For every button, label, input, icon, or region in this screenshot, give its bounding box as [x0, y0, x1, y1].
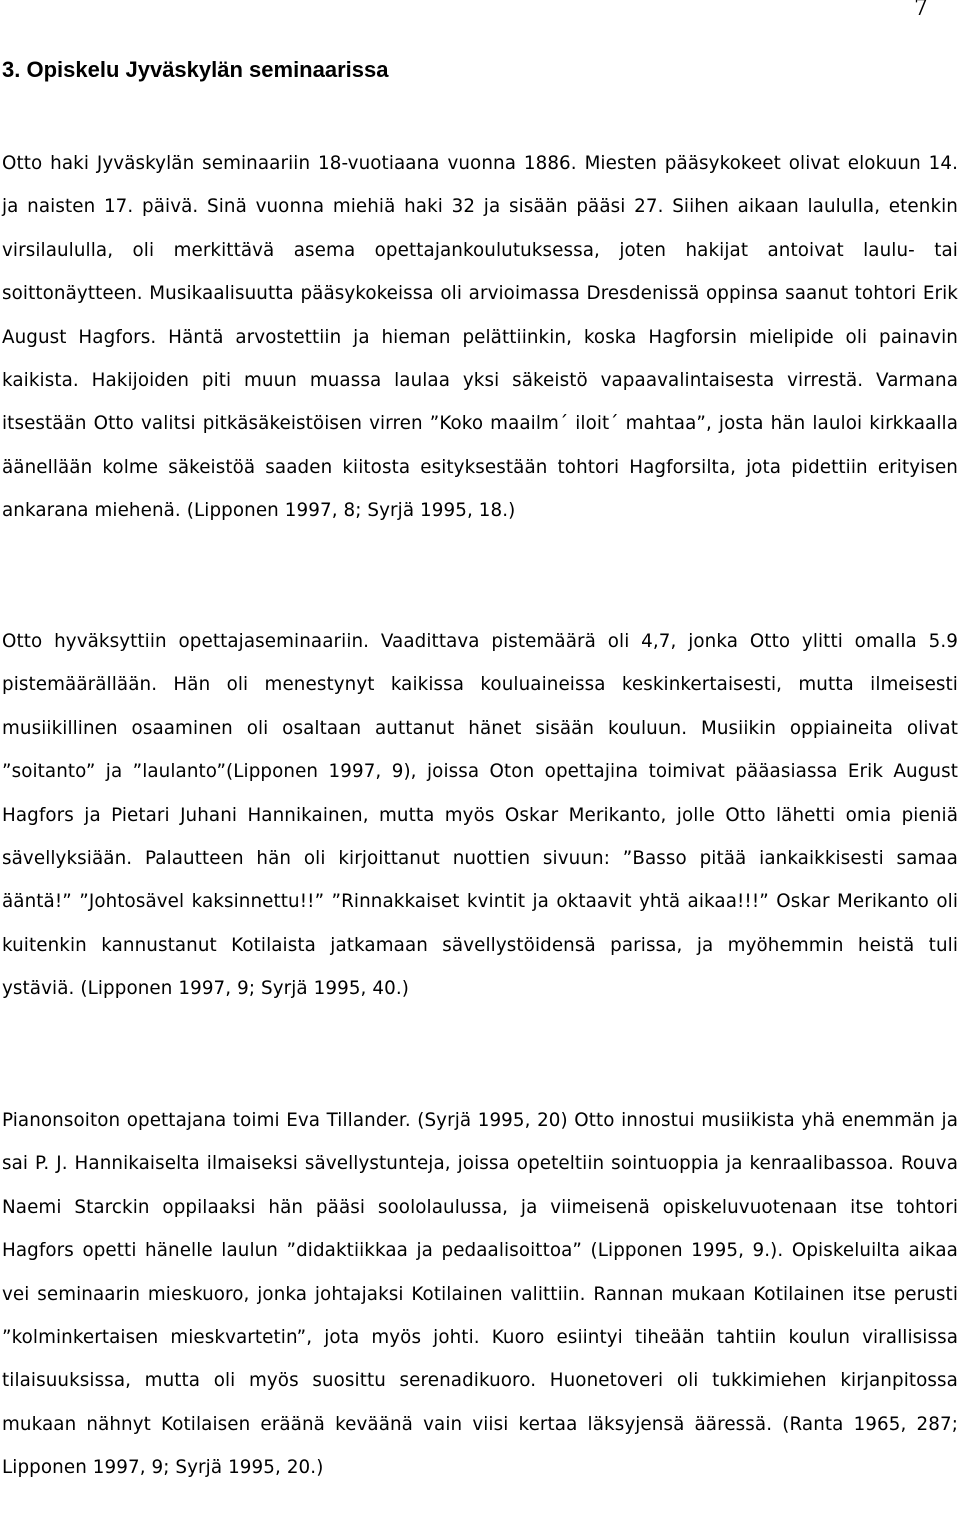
page-number: 7: [914, 0, 928, 21]
section-heading: 3. Opiskelu Jyväskylän seminaarissa: [2, 57, 389, 82]
paragraph: Otto hyväksyttiin opettajaseminaariin. Vaadittava pistemäärä oli 4,7, jonka Otto ylitti omalla 5.9 pistemäärällään. Hän oli menestynyt kaikissa kouluaineissa keskinkertaisesti, mutta ilmeisesti musiikillinen osaaminen oli osaltaan auttanut hänet sisään kouluun. Musiikin oppiaineita olivat ”soitanto” ja ”laulanto”(Lipponen 1997, 9), joissa Oton opettajina toimivat pääasiassa Erik August Hagfors ja Pietari Juhani Hannikainen, mutta myös Oskar Merikanto, jolle Otto lähetti omia pieniä sävellyksiään. Palautteen hän oli kirjoittanut nuottien sivuun: ”Basso pitää iankaikkisesti samaa ääntä!” ”Johtosävel kaksinnettu!!” ”Rinnakkaiset kvintit ja oktaavit yhtä aikaa!!!” Oskar Merikanto oli kuitenkin kannustanut Kotilaista jatkamaan sävellystöidensä parissa, ja myöhemmin heistä tuli ystäviä. (Lipponen 1997, 9; Syrjä 1995, 40.): [2, 631, 958, 1000]
paragraph: Otto haki Jyväskylän seminaariin 18-vuotiaana vuonna 1886. Miesten pääsykokeet olivat elokuun 14. ja naisten 17. päivä. Sinä vuonna miehiä haki 32 ja sisään pääsi 27. Siihen aikaan laululla, etenkin virsilaululla, oli merkittävä asema opettajankoulutuksessa, joten hakijat antoivat laulu- tai soittonäytteen. Musikaalisuutta pääsykokeissa oli arvioimassa Dresdenissä oppinsa saanut tohtori Erik August Hagfors. Häntä arvostettiin ja hieman pelättiinkin, koska Hagforsin mielipide oli painavin kaikista. Hakijoiden piti muun muassa laulaa yksi säkeistö vapaavalintaisesta virrestä. Varmana itsestään Otto valitsi pitkäsäkeistöisen virren ”Koko maailm´ iloit´ mahtaa”, josta hän lauloi kirkkaalla äänellään kolme säkeistöä saaden kiitosta esityksestään tohtori Hagforsilta, jota pidettiin erityisen ankarana miehenä. (Lipponen 1997, 8; Syrjä 1995, 18.): [2, 153, 958, 522]
paragraph: Pianonsoiton opettajana toimi Eva Tillander. (Syrjä 1995, 20) Otto innostui musiikista yhä enemmän ja sai P. J. Hannikaiselta ilmaiseksi sävellystunteja, joissa opeteltiin sointuoppia ja kenraalibassoa. Rouva Naemi Starckin oppilaaksi hän pääsi soololaulussa, ja viimeisenä opiskeluvuotenaan itse tohtori Hagfors opetti hänelle laulun ”didaktiikkaa ja pedaalisoittoa” (Lipponen 1995, 9.). Opiskeluilta aikaa vei seminaarin mieskuoro, jonka johtajaksi Kotilainen valittiin. Rannan mukaan Kotilainen itse perusti ”kolminkertaisen mieskvartetin”, jota myös johti. Kuoro esiintyi tiheään tahtiin koulun virallisissa tilaisuuksissa, mutta oli myös suosittu serenadikuoro. Huonetoveri oli tukkimiehen kirjanpitossa mukaan nähnyt Kotilaisen eräänä keväänä vain viisi kertaa läksyjensä ääressä. (Ranta 1965, 287; Lipponen 1997, 9; Syrjä 1995, 20.): [2, 1110, 958, 1479]
